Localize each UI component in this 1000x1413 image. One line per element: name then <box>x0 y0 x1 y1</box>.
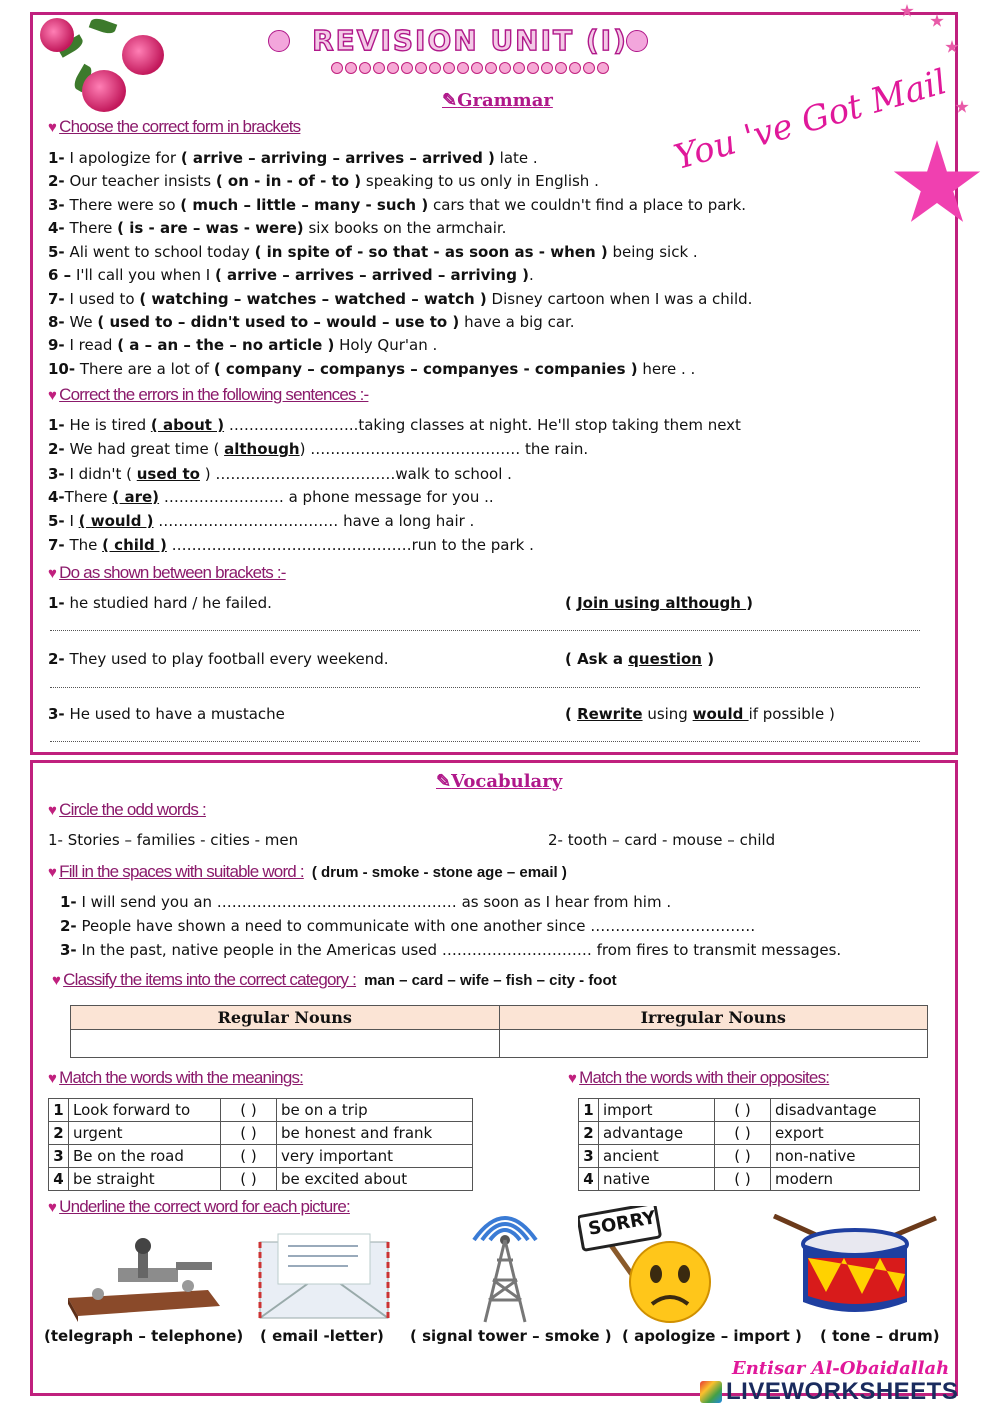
choose-item[interactable] <box>48 219 506 237</box>
row-number: 2 <box>49 1122 69 1145</box>
match-row <box>579 1168 920 1191</box>
irregular-nouns-header: Irregular Nouns <box>499 1006 928 1030</box>
item-options[interactable]: ( arrive – arriving – arrives – arrived ) <box>180 149 495 167</box>
item-number: 3- <box>48 705 65 723</box>
match-meaning: export <box>771 1122 920 1145</box>
row-number: 2 <box>579 1122 599 1145</box>
error-word: ( are) <box>112 488 160 506</box>
choose-item[interactable] <box>48 172 599 190</box>
match-word: Look forward to <box>69 1099 221 1122</box>
section-heading: ♥ Circle the odd words : <box>48 800 206 819</box>
item-number: 7- <box>48 536 65 554</box>
odd-words-2[interactable]: 2- tooth – card - mouse – child <box>548 831 776 849</box>
match-meaning: disadvantage <box>771 1099 920 1122</box>
row-number: 3 <box>579 1145 599 1168</box>
sorry-sign-text: SORRY <box>586 1207 658 1240</box>
match-meaning: be excited about <box>277 1168 473 1191</box>
instruction: ( Ask a question ) <box>565 650 715 668</box>
item-options[interactable]: ( is - are – was - were) <box>117 219 304 237</box>
item-text: We <box>64 313 98 331</box>
answer-blank[interactable]: ( ) <box>221 1122 277 1145</box>
instruction: ( Join using although ) <box>565 594 753 612</box>
answer-blank[interactable]: ( ) <box>221 1099 277 1122</box>
item-text: He used to have a mustache <box>64 705 285 723</box>
item-text: I read <box>64 336 118 354</box>
item-number: 1- <box>48 149 65 167</box>
fill-item[interactable] <box>60 917 755 935</box>
picture-caption[interactable]: (telegraph – telephone) <box>44 1327 244 1345</box>
item-text: …………………… a phone message for you .. <box>159 488 494 506</box>
item-options[interactable]: ( in spite of - so that - as soon as - when ) <box>254 243 608 261</box>
item-text: He is tired <box>64 416 151 434</box>
error-item[interactable] <box>48 512 474 530</box>
item-number: 2- <box>60 917 77 935</box>
item-text: People have shown a need to communicate with one another since …………………………… <box>76 917 756 935</box>
choose-item[interactable] <box>48 336 437 354</box>
answer-blank[interactable]: ( ) <box>715 1122 771 1145</box>
item-options[interactable]: ( company – companys – companyes - companies ) <box>213 360 638 378</box>
section-heading: ♥ Classify the items into the correct category : man – card – wife – fish – city - foot <box>52 970 617 989</box>
author-signature: Entisar Al-Obaidallah <box>732 1358 950 1379</box>
vocabulary-header: ✎Vocabulary <box>436 771 563 792</box>
item-number: 3- <box>60 941 77 959</box>
item-number: 1- <box>60 893 77 911</box>
item-text: being sick . <box>607 243 698 261</box>
item-text: cars that we couldn't find a place to park. <box>428 196 747 214</box>
answer-line[interactable] <box>50 687 920 688</box>
section-heading: ♥ Fill in the spaces with suitable word : ( drum - smoke - stone age – email ) <box>48 862 567 881</box>
choose-item[interactable] <box>48 313 575 331</box>
match-row <box>49 1099 473 1122</box>
item-text: I apologize for <box>64 149 181 167</box>
row-number: 3 <box>49 1145 69 1168</box>
item-text: I will send you an ………………………………………… as soon as I hear from him . <box>76 893 672 911</box>
match-row <box>579 1099 920 1122</box>
drum-image <box>770 1214 940 1319</box>
item-number: 4- <box>48 219 65 237</box>
item-text: The <box>64 536 103 554</box>
item-text: There were so <box>64 196 181 214</box>
match-meaning: be on a trip <box>277 1099 473 1122</box>
error-word: ( would ) <box>78 512 154 530</box>
answer-blank[interactable]: ( ) <box>715 1099 771 1122</box>
picture-caption[interactable]: ( tone – drum) <box>820 1327 940 1345</box>
transform-item <box>48 594 272 612</box>
fill-item[interactable] <box>60 941 841 959</box>
item-text: There <box>64 488 113 506</box>
item-text: here . . <box>637 360 696 378</box>
item-options[interactable]: ( much – little – many - such ) <box>180 196 429 214</box>
section-heading: ♥ Do as shown between brackets :- <box>48 563 286 582</box>
section-heading: ♥ Correct the errors in the following sentences :- <box>48 385 369 404</box>
page-title: REVISION UNIT (I) <box>312 24 628 57</box>
item-options[interactable]: ( used to – didn't used to – would – use to ) <box>97 313 460 331</box>
match-meaning: modern <box>771 1168 920 1191</box>
item-options[interactable]: ( a – an – the – no article ) <box>117 336 335 354</box>
item-text: Our teacher insists <box>64 172 216 190</box>
item-options[interactable]: ( arrive – arrives – arrived – arriving ) <box>214 266 530 284</box>
item-number: 7- <box>48 290 65 308</box>
answer-line[interactable] <box>50 630 920 631</box>
choose-item[interactable] <box>48 149 538 167</box>
grammar-header: ✎Grammar <box>442 90 553 111</box>
odd-words-1[interactable]: 1- Stories – families - cities - men <box>48 831 299 849</box>
match-opposites-table <box>578 1098 920 1191</box>
match-row <box>579 1122 920 1145</box>
regular-nouns-cell[interactable] <box>71 1030 500 1058</box>
match-word: native <box>599 1168 715 1191</box>
choose-item[interactable] <box>48 360 695 378</box>
item-text: They used to play football every weekend. <box>64 650 389 668</box>
match-word: be straight <box>69 1168 221 1191</box>
item-number: 1- <box>48 594 65 612</box>
item-number: 6 – <box>48 266 72 284</box>
signal-tower-image <box>460 1210 550 1325</box>
row-number: 1 <box>579 1099 599 1122</box>
item-text: ……………………..taking classes at night. He'll stop taking them next <box>224 416 741 434</box>
you-got-mail-text: You 've Got Mail <box>669 62 952 178</box>
item-text: he studied hard / he failed. <box>64 594 272 612</box>
error-item[interactable] <box>48 416 741 434</box>
match-meaning: non-native <box>771 1145 920 1168</box>
error-item[interactable] <box>48 536 534 554</box>
choose-item[interactable] <box>48 290 752 308</box>
item-number: 8- <box>48 313 65 331</box>
answer-blank[interactable]: ( ) <box>715 1145 771 1168</box>
match-row <box>49 1122 473 1145</box>
item-text: Holy Qur'an . <box>334 336 438 354</box>
item-text: There <box>64 219 118 237</box>
match-word: Be on the road <box>69 1145 221 1168</box>
picture-caption[interactable]: ( email -letter) <box>260 1327 384 1345</box>
match-word: ancient <box>599 1145 715 1168</box>
item-number: 1- <box>48 416 65 434</box>
section-heading: ♥ Choose the correct form in brackets <box>48 117 301 136</box>
item-number: 2- <box>48 440 65 458</box>
instruction: ( Rewrite using would if possible ) <box>565 705 835 723</box>
error-word: although <box>224 440 300 458</box>
item-number: 5- <box>48 243 65 261</box>
item-text: Disney cartoon when I was a child. <box>486 290 753 308</box>
row-number: 4 <box>49 1168 69 1191</box>
answer-blank[interactable]: ( ) <box>221 1168 277 1191</box>
title-ornament <box>300 62 640 78</box>
item-text: I'll call you when I <box>71 266 215 284</box>
item-number: 3- <box>48 196 65 214</box>
picture-caption[interactable]: ( apologize – import ) <box>622 1327 802 1345</box>
item-number: 2- <box>48 650 65 668</box>
item-text: ) ………………………………walk to school . <box>199 465 512 483</box>
fill-item[interactable] <box>60 893 671 911</box>
transform-item <box>48 705 285 723</box>
envelope-image <box>258 1232 390 1320</box>
answer-line[interactable] <box>50 741 920 742</box>
item-text: I didn't ( <box>64 465 137 483</box>
item-number: 9- <box>48 336 65 354</box>
row-number: 1 <box>49 1099 69 1122</box>
match-row <box>49 1145 473 1168</box>
item-text: ) …………………………………… the rain. <box>299 440 589 458</box>
error-item[interactable] <box>48 465 512 483</box>
item-text: Ali went to school today <box>64 243 255 261</box>
match-row <box>49 1168 473 1191</box>
item-options[interactable]: ( watching – watches – watched – watch ) <box>139 290 487 308</box>
choose-item[interactable] <box>48 196 746 214</box>
item-number: 3- <box>48 465 65 483</box>
choose-item[interactable] <box>48 266 534 284</box>
item-number: 5- <box>48 512 65 530</box>
liveworksheets-icon <box>700 1381 722 1403</box>
item-number: 2- <box>48 172 65 190</box>
item-text: In the past, native people in the Americas used ………………………… from fires to transmit messages. <box>76 941 842 959</box>
item-text: six books on the armchair. <box>303 219 507 237</box>
item-text: …………………………………………run to the park . <box>166 536 534 554</box>
error-item[interactable] <box>48 440 588 458</box>
classify-table <box>70 1005 928 1058</box>
error-word: ( child ) <box>102 536 167 554</box>
item-text: speaking to us only in English . <box>361 172 599 190</box>
picture-caption[interactable]: ( signal tower – smoke ) <box>410 1327 612 1345</box>
transform-item <box>48 650 389 668</box>
item-text: have a big car. <box>459 313 575 331</box>
item-number: 10- <box>48 360 76 378</box>
error-word: used to <box>136 465 200 483</box>
item-text: We had great time ( <box>64 440 225 458</box>
match-word: import <box>599 1099 715 1122</box>
item-text: I used to <box>64 290 140 308</box>
match-row <box>579 1145 920 1168</box>
item-text: late . <box>494 149 538 167</box>
choose-item[interactable] <box>48 243 698 261</box>
item-number: 4- <box>48 488 65 506</box>
error-word: ( about ) <box>150 416 225 434</box>
error-item[interactable] <box>48 488 494 506</box>
match-meaning: be honest and frank <box>277 1122 473 1145</box>
item-text: ……………………………… have a long hair . <box>153 512 475 530</box>
section-heading: ♥ Match the words with the meanings: <box>48 1068 304 1087</box>
section-heading: ♥ Underline the correct word for each picture: <box>48 1197 350 1216</box>
item-text: I <box>64 512 79 530</box>
telegraph-image <box>58 1228 228 1323</box>
match-word: urgent <box>69 1122 221 1145</box>
answer-blank[interactable]: ( ) <box>221 1145 277 1168</box>
item-text: There are a lot of <box>75 360 214 378</box>
match-word: advantage <box>599 1122 715 1145</box>
match-meaning: very important <box>277 1145 473 1168</box>
regular-nouns-header: Regular Nouns <box>71 1006 500 1030</box>
item-text: . <box>529 266 534 284</box>
match-meanings-table <box>48 1098 473 1191</box>
row-number: 4 <box>579 1168 599 1191</box>
answer-blank[interactable]: ( ) <box>715 1168 771 1191</box>
item-options[interactable]: ( on - in - of - to ) <box>215 172 362 190</box>
section-heading: ♥ Match the words with their opposites: <box>568 1068 830 1087</box>
liveworksheets-logo[interactable]: LIVEWORKSHEETS <box>700 1378 958 1406</box>
irregular-nouns-cell[interactable] <box>499 1030 928 1058</box>
heart-bubble-icon <box>268 30 290 52</box>
